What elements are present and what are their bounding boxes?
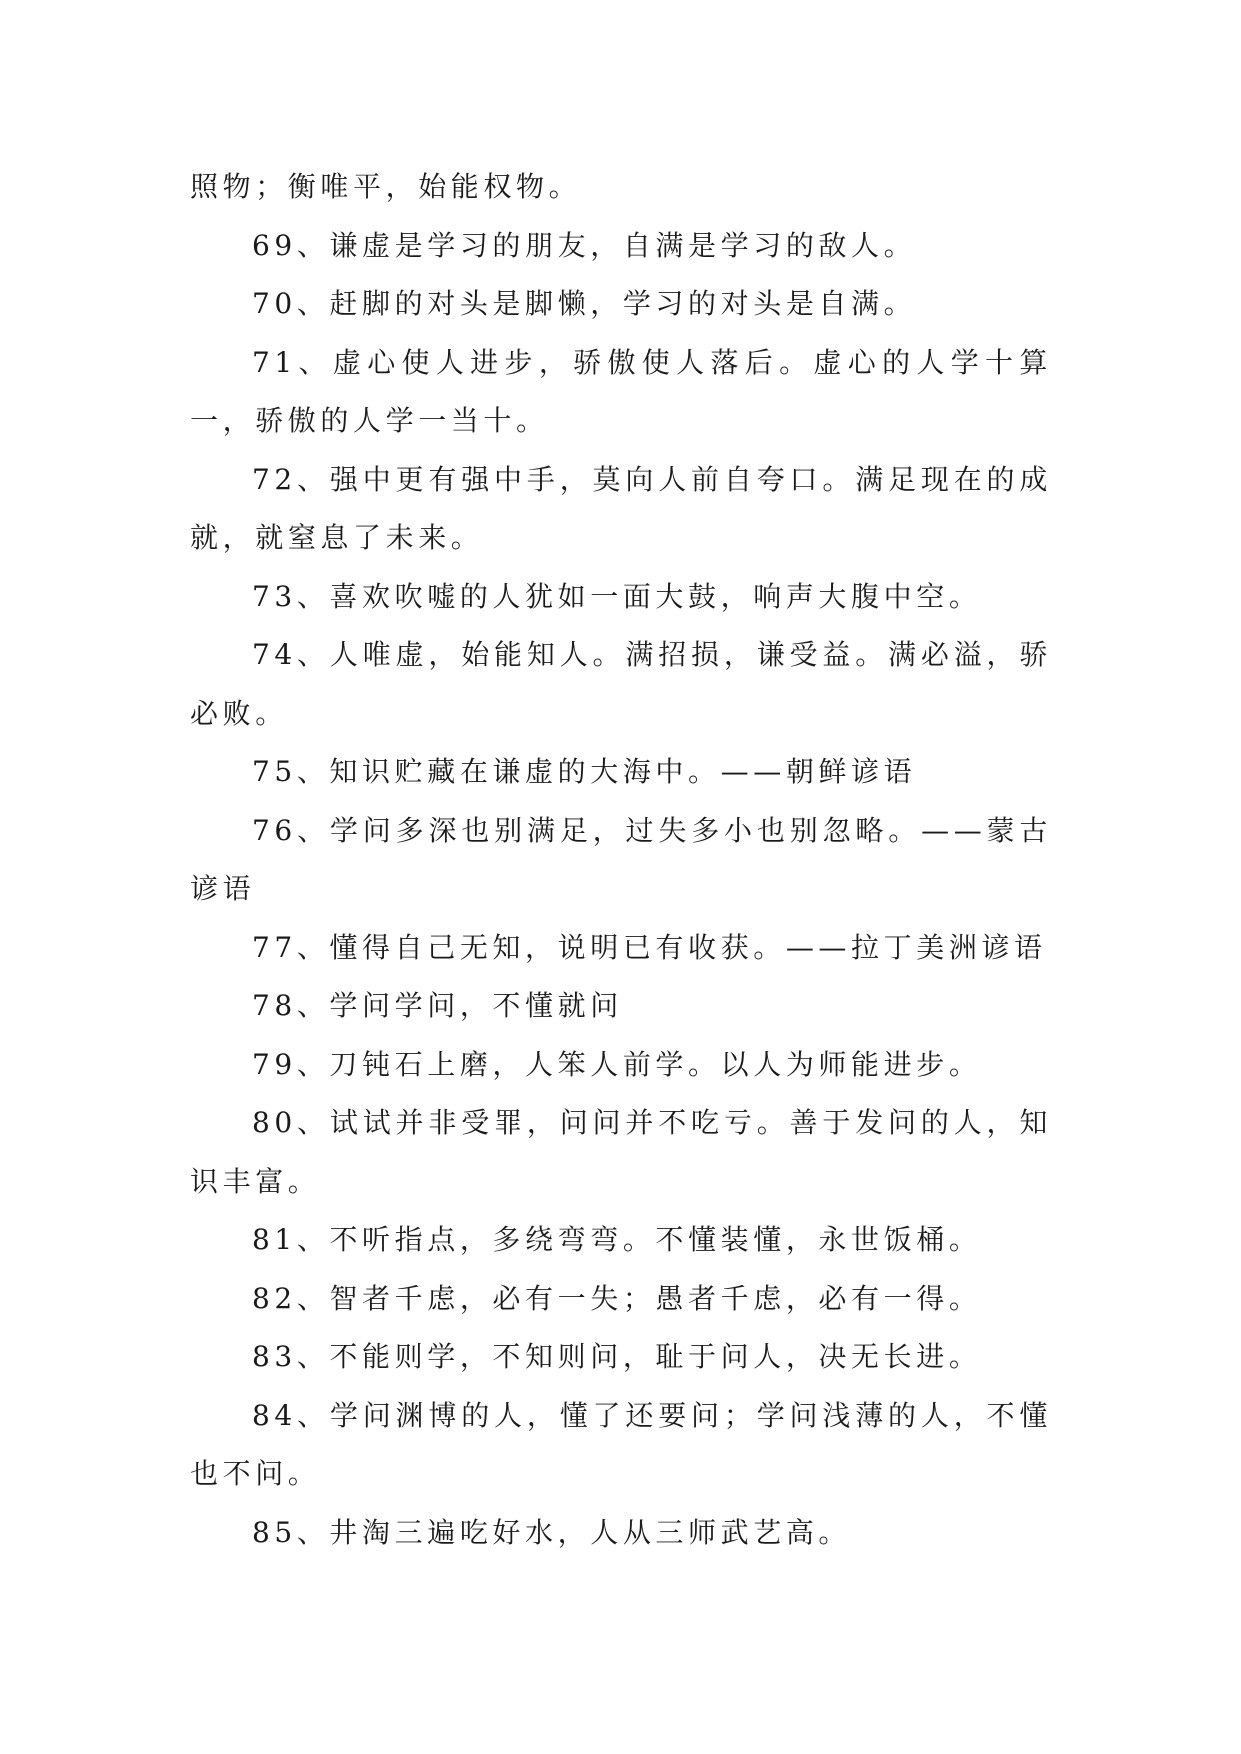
proverb-70: 70、赶脚的对头是脚懒，学习的对头是自满。	[252, 287, 917, 320]
proverb-75: 75、知识贮藏在谦虚的大海中。——朝鲜谚语	[252, 755, 917, 788]
proverb-73: 73、喜欢吹嘘的人犹如一面大鼓，响声大腹中空。	[252, 579, 982, 613]
proverb-79: 79、刀钝石上磨，人笨人前学。以人为师能进步。	[252, 1047, 982, 1081]
proverb-80: 80、试试并非受罪，问问并不吃亏。善于发问的人，知识丰富。	[190, 1106, 1052, 1198]
proverb-78: 78、学问学问，不懂就问	[252, 989, 623, 1022]
proverb-71: 71、虚心使人进步，骄傲使人落后。虚心的人学十算一，骄傲的人学一当十。	[190, 345, 1052, 437]
proverb-72: 72、强中更有强中手，莫向人前自夸口。满足现在的成就，就窒息了未来。	[190, 462, 1052, 554]
proverb-77: 77、懂得自己无知，说明已有收获。——拉丁美洲谚语	[252, 930, 1047, 964]
proverb-82: 82、智者千虑，必有一失；愚者千虑，必有一得。	[252, 1281, 982, 1315]
proverb-74: 74、人唯虚，始能知人。满招损，谦受益。满必溢，骄必败。	[190, 638, 1052, 730]
proverb-69: 69、谦虚是学习的朋友，自满是学习的敌人。	[252, 228, 917, 262]
proverb-84: 84、学问渊博的人，懂了还要问；学问浅薄的人，不懂也不问。	[190, 1398, 1052, 1490]
proverb-85: 85、井淘三遍吃好水，人从三师武艺高。	[252, 1515, 852, 1549]
paragraph-continuation: 照物；衡唯平，始能权物。	[190, 170, 582, 203]
proverb-76: 76、学问多深也别满足，过失多小也别忽略。——蒙古谚语	[190, 813, 1052, 905]
proverb-83: 83、不能则学，不知则问，耻于问人，决无长进。	[252, 1340, 982, 1373]
document-body	[190, 158, 1052, 1562]
proverb-81: 81、不听指点，多绕弯弯。不懂装懂，永世饭桶。	[252, 1223, 982, 1256]
